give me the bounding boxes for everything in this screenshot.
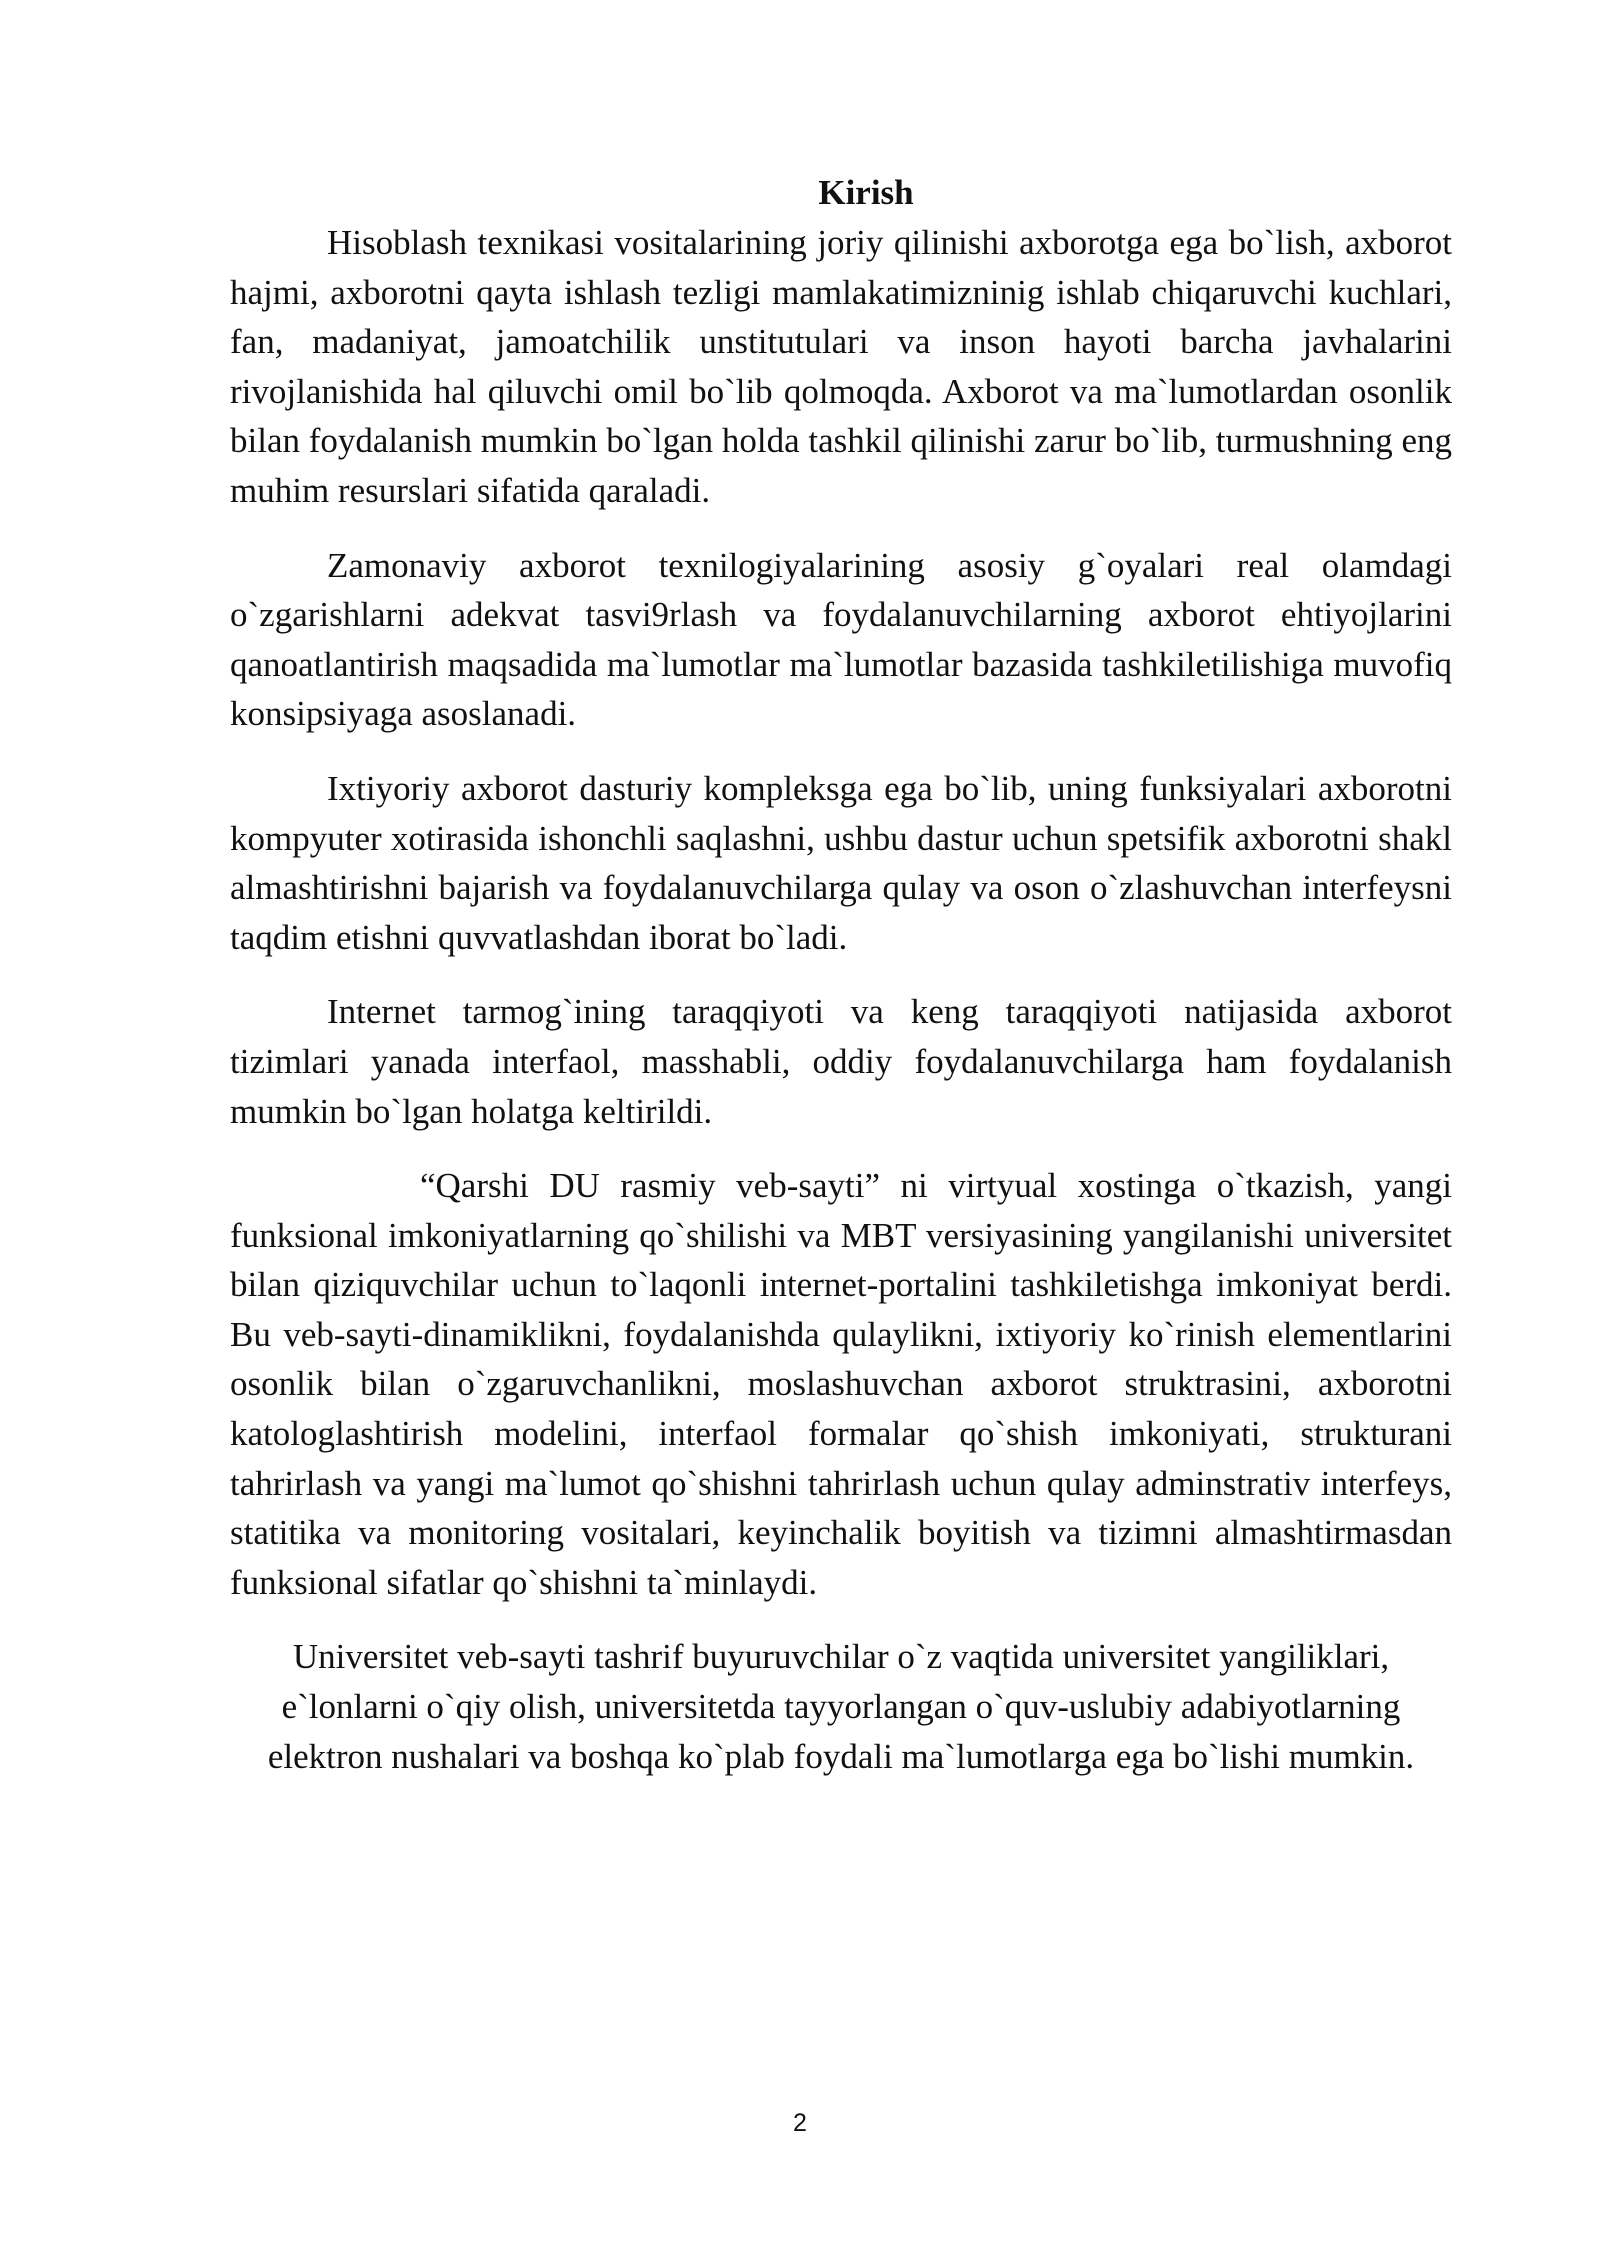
- paragraph-2: Zamonaviy axborot texnilogiyalarining asosiy g`oyalari real olamdagi o`zgarishlarni adekvat tasvi9rlash va foydalanuvchilarning axborot ehtiyojlarini qanoatlantirish maqsadida ma`lumotlar ma`lumotlar bazasida tashkiletilishiga muvofiq konsipsiyaga asoslanadi.: [230, 545, 1452, 734]
- page-content: [230, 168, 1452, 1781]
- page-number: 2: [793, 2109, 807, 2137]
- paragraph-6: Universitet veb-sayti tashrif buyuruvchilar o`z vaqtida universitet yangiliklari, e`lonlarni o`qiy olish, universitetda tayyorlangan o`quv-uslubiy adabiyotlarning elektron nushalari va boshqa ko`plab foydali ma`lumotlarga ega bo`lishi mumkin.: [267, 1637, 1415, 1776]
- paragraph-1: Hisoblash texnikasi vositalarining joriy qilinishi axborotga ega bo`lish, axborot hajmi, axborotni qayta ishlash tezligi mamlakatimizninig ishlab chiqaruvchi kuchlari, fan, madaniyat, jamoatchilik unstitutulari va inson hayoti barcha javhalarini rivojlanishida hal qiluvchi omil bo`lib qolmoqda. Axborot va ma`lumotlardan osonlik bilan foydalanish mumkin bo`lgan holda tashkil qilinishi zarur bo`lib, turmushning eng muhim resurslari sifatida qaraladi.: [230, 223, 1452, 510]
- paragraph-3: Ixtiyoriy axborot dasturiy kompleksga ega bo`lib, uning funksiyalari axborotni kompyuter xotirasida ishonchli saqlashni, ushbu dastur uchun spetsifik axborotni shakl almashtirishni bajarish va foydalanuvchilarga qulay va oson o`zlashuvchan interfeysni taqdim etishni quvvatlashdan iborat bo`ladi.: [230, 768, 1452, 957]
- paragraph-4: Internet tarmog`ining taraqqiyoti va keng taraqqiyoti natijasida axborot tizimlari yanada interfaol, masshabli, oddiy foydalanuvchilarga ham foydalanish mumkin bo`lgan holatga keltirildi.: [230, 992, 1452, 1131]
- paragraph-5: “Qarshi DU rasmiy veb-sayti” ni virtyual xostinga o`tkazish, yangi funksional imkoniyatlarning qo`shilishi va MBT versiyasining yangilanishi universitet bilan qiziquvchilar uchun to`laqonli internet-portalini tashkiletishga imkoniyat berdi. Bu veb-sayti-dinamiklikni, foydalanishda qulaylikni, ixtiyoriy ko`rinish elementlarini osonlik bilan o`zgaruvchanlikni, moslashuvchan axborot struktrasini, axborotni katologlashtirish modelini, interfaol formalar qo`shish imkoniyati, strukturani tahrirlash va yangi ma`lumot qo`shishni tahrirlash uchun qulay adminstrativ interfeys, statitika va monitoring vositalari, keyinchalik boyitish va tizimni almashtirmasdan funksional sifatlar qo`shishni ta`minlaydi.: [230, 1166, 1452, 1602]
- section-title: Kirish: [818, 173, 914, 212]
